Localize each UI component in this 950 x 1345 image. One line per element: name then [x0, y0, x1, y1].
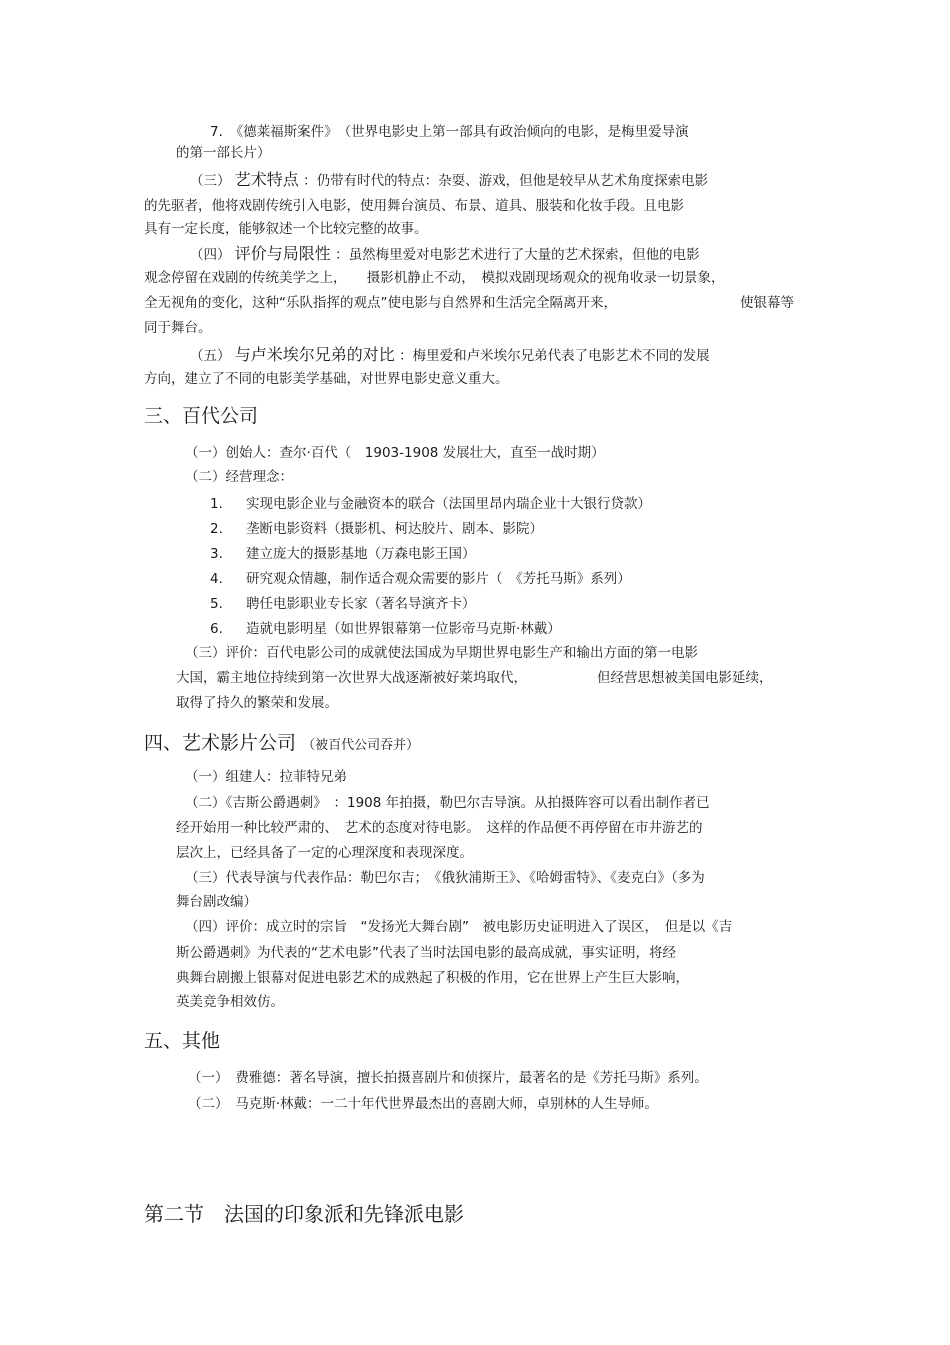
evaluation-line3b: 使银幕等 — [740, 295, 794, 311]
film-dart-heading-note: （被百代公司吞并） — [302, 738, 420, 753]
comparison-line1 — [190, 345, 710, 366]
art-features-text: ：仍带有时代的特点：杂耍、游戏，但他是较早从艺术角度探索电影 — [303, 173, 709, 189]
film-dart-founder: （一）组建人：拉菲特兄弟 — [185, 769, 347, 785]
comparison-text: ：梅里爱和卢米埃尔兄弟代表了电影艺术不同的发展 — [399, 348, 710, 364]
list-item: 2. 垄断电影资料（摄影机、柯达胶片、剧本、影院） — [210, 521, 543, 537]
comparison-label: （五） — [190, 348, 231, 364]
evaluation-text: ：虽然梅里爱对电影艺术进行了大量的艺术探索，但他的电影 — [335, 247, 700, 263]
pathe-eval-line2b: 但经营思想被美国电影延续， — [597, 670, 773, 686]
pathe-eval-line2a: 大国，霸主地位持续到第一次世界大战逐渐被好莱坞取代， — [176, 670, 527, 686]
list-item: 6. 造就电影明星（如世界银幕第一位影帝马克斯·林戴） — [210, 621, 561, 637]
guise-line3: 层次上，已经具备了一定的心理深度和表现深度。 — [176, 845, 473, 861]
art-features-line2: 的先驱者，他将戏剧传统引入电影，使用舞台演员、布景、道具、服装和化妆手段。且电影 — [144, 198, 684, 214]
evaluation-line2: 观念停留在戏剧的传统美学之上， 摄影机静止不动， 模拟戏剧现场观众的视角收录一切景象， — [144, 270, 725, 286]
list-item: 4. 研究观众情趣，制作适合观众需要的影片（ 《芳托马斯》系列） — [210, 571, 631, 587]
art-features-line3: 具有一定长度，能够叙述一个比较完整的故事。 — [144, 221, 428, 237]
list-item: 1. 实现电影企业与金融资本的联合（法国里昂内瑞企业十大银行贷款） — [210, 496, 651, 512]
film-dart-heading: 四、艺术影片公司 （被百代公司吞并） — [144, 732, 420, 754]
others-heading: 五、其他 — [144, 1030, 221, 1052]
pathe-heading: 三、百代公司 — [144, 405, 259, 427]
pathe-eval-line1: （三）评价：百代电影公司的成就使法国成为早期世界电影生产和输出方面的第一电影 — [185, 645, 698, 661]
list-item: 5. 聘任电影职业专长家（著名导演齐卡） — [210, 596, 476, 612]
pathe-concept: （二）经营理念： — [185, 469, 293, 485]
art-features-title: 艺术特点 — [234, 170, 299, 189]
film-dart-eval-line3: 典舞台剧搬上银幕对促进电影艺术的成熟起了积极的作用，它在世界上产生巨大影响， — [176, 970, 689, 986]
evaluation-label: （四） — [190, 247, 231, 263]
evaluation-line4: 同于舞台。 — [144, 320, 212, 336]
others-item1: （一） 费雅德：著名导演，擅长拍摄喜剧片和侦探片，最著名的是《芳托马斯》系列。 — [188, 1070, 708, 1086]
comparison-title: 与卢米埃尔兄弟的对比 — [234, 345, 395, 364]
comparison-line2: 方向，建立了不同的电影美学基础，对世界电影史意义重大。 — [144, 371, 509, 387]
list-item: 3. 建立庞大的摄影基地（万森电影王国） — [210, 546, 476, 562]
film-dart-eval-line2: 斯公爵遇刺》为代表的“艺术电影”代表了当时法国电影的最高成就，事实证明，将经 — [176, 945, 676, 961]
others-item2: （二） 马克斯·林戴：一二十年代世界最杰出的喜剧大师，卓别林的人生导师。 — [188, 1096, 659, 1112]
next-section-title: 第二节 法国的印象派和先锋派电影 — [144, 1202, 464, 1226]
evaluation-line3a: 全无视角的变化，这种“乐队指挥的观点”使电影与自然界和生活完全隔离开来， — [144, 295, 617, 311]
guise-line1: （二）《吉斯公爵遇刺》 ：1908 年拍摄，勒巴尔吉导演。从拍摄阵容可以看出制作者已 — [185, 795, 710, 811]
guise-line2: 经开始用一种比较严肃的、 艺术的态度对待电影。 这样的作品便不再停留在市井游艺的 — [176, 820, 703, 836]
evaluation-line1 — [190, 244, 700, 265]
directors-line2: 舞台剧改编） — [176, 894, 257, 910]
pathe-founder: （一）创始人：查尔·百代（ 1903-1908 发展壮大，直至一战时期） — [185, 445, 605, 461]
film-dart-eval-line4: 英美竞争相效仿。 — [176, 994, 284, 1010]
item7-line1: 7. 《德莱福斯案件》 （世界电影史上第一部具有政治倾向的电影，是梅里爱导演 — [210, 124, 689, 140]
evaluation-title: 评价与局限性 — [234, 244, 331, 263]
directors-line1: （三）代表导演与代表作品：勒巴尔吉； 《俄狄浦斯王》、《哈姆雷特》、《麦克白》（多为 — [185, 870, 705, 886]
item7-line2: 的第一部长片） — [176, 145, 271, 161]
art-features-line1 — [190, 170, 708, 191]
pathe-eval-line3: 取得了持久的繁荣和发展。 — [176, 695, 338, 711]
film-dart-eval-line1: （四）评价：成立时的宗旨 “发扬光大舞台剧” 被电影历史证明进入了误区， 但是以《吉 — [185, 919, 733, 935]
art-features-label: （三） — [190, 173, 231, 189]
